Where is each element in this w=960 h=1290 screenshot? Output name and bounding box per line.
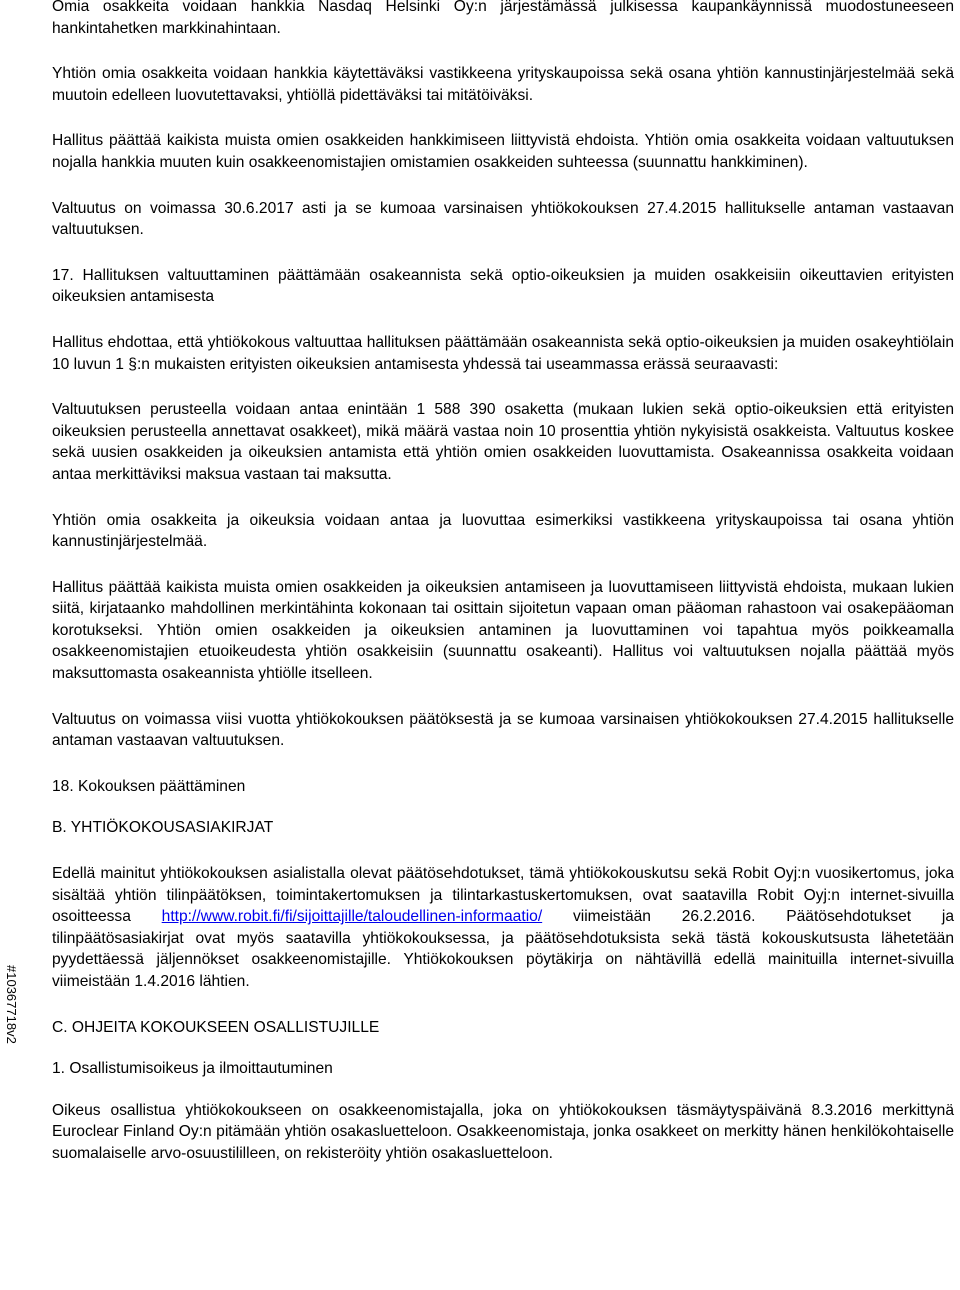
paragraph-share-purpose: Yhtiön omia osakkeita voidaan hankkia käytettäväksi vastikkeena yrityskaupoissa sekä osana yhtiön kannustinjärjestelmää sekä muutoin edelleen luovutettavaksi, yhtiöllä pidettäväksi tai mitätöiväksi. xyxy=(52,65,954,104)
document-page xyxy=(52,0,954,1189)
paragraph-participation-right: Oikeus osallistua yhtiökokoukseen on osakkeenomistajalla, joka on yhtiökokouksen täsmäytyspäivänä 8.3.2016 merkittynä Euroclear Finland Oy:n pitämään yhtiön osakasluetteloon. Osakkeenomistaja, jonka osakkeet on merkitty hänen henkilökohtaiselle suomalaiselle arvo-osuustililleen, on rekisteröity yhtiön osakasluetteloon. xyxy=(52,1101,954,1162)
investor-info-link[interactable]: http://www.robit.fi/fi/sijoittajille/taloudellinen-informaatio/ xyxy=(161,908,543,926)
paragraph-share-purchase-price: Omia osakkeita voidaan hankkia Nasdaq Helsinki Oy:n järjestämässä julkisessa kaupankäynnissä muodostuneeseen hankintahetken markkinahintaan. xyxy=(52,0,954,37)
paragraph-share-issue-amount: Valtuutuksen perusteella voidaan antaa enintään 1 588 390 osaketta (mukaan lukien sekä optio-oikeuksien että erityisten oikeuksien perusteella annettavat osakkeet), mikä määrä vastaa noin 10 prosenttia yhtiön nykyisistä osakkeista. Valtuutus koskee sekä uusien osakkeiden ja oikeuksien antamista että yhtiön omien osakkeiden luovuttamista. Osakeannissa osakkeita voidaan antaa merkittäviksi maksua vastaan tai maksutta. xyxy=(52,401,954,483)
section-heading-b: B. YHTIÖKOKOUSASIAKIRJAT xyxy=(52,819,274,837)
paragraph-issue-validity: Valtuutus on voimassa viisi vuotta yhtiökokouksen päätöksestä ja se kumoaa varsinaisen yhtiökokouksen 27.4.2015 hallitukselle antaman vastaavan valtuutuksen. xyxy=(52,710,954,750)
paragraph-authorization-validity: Valtuutus on voimassa 30.6.2017 asti ja se kumoaa varsinaisen yhtiökokouksen 27.4.2015 hallitukselle antaman vastaavan valtuutuksen. xyxy=(52,199,954,239)
section-heading-17: 17. Hallituksen valtuuttaminen päättämään osakeannista sekä optio-oikeuksien ja muiden osakkeisiin oikeuttavien erityisten oikeuksien antamisesta xyxy=(52,266,954,306)
document-id-margin xyxy=(0,0,22,1290)
paragraph-board-terms: Hallitus päättää kaikista muista omien osakkeiden hankkimiseen liittyvistä ehdoista. Yhtiön omia osakkeita voidaan valtuutuksen nojalla hankkia muuten kuin osakkeenomistajien omistamien osakkeiden suhteessa (suunnattu hankkiminen). xyxy=(52,132,954,171)
section-heading-18: 18. Kokouksen päättäminen xyxy=(52,777,246,795)
subsection-heading-1: 1. Osallistumisoikeus ja ilmoittautuminen xyxy=(52,1060,333,1078)
documents-text-before-link: Edellä mainitut yhtiökokouksen asialistalla olevat päätösehdotukset, tämä yhtiökokouskutsu sekä Robit Oyj:n vuosikertomus, joka sisältää yhtiön tilinpäätöksen, toimintakertomuksen ja tilintarkastuskertomuksen, ovat saatavilla Robit Oyj:n internet-sivuilla osoitteessa xyxy=(52,865,954,926)
paragraph-share-use: Yhtiön omia osakkeita ja oikeuksia voidaan antaa ja luovuttaa esimerkiksi vastikkeena yrityskaupoissa tai osana yhtiön kannustinjärjestelmää. xyxy=(52,511,954,551)
document-id-label: #10367718v2 xyxy=(4,965,19,1044)
documents-text-after-link: viimeistään 26.2.2016. Päätösehdotukset ja tilinpäätösasiakirjat ovat myös saatavilla yhtiökokouksessa, ja päätösehdotuksista sekä tästä kokouskutsusta lähetetään pyydettäessä jäljennökset osakkeenomistajille. Yhtiökokouksen pöytäkirja on nähtävillä edellä mainituilla internet-sivuilla viimeistään 1.4.2016 lähtien. xyxy=(52,908,954,990)
section-heading-c: C. OHJEITA KOKOUKSEEN OSALLISTUJILLE xyxy=(52,1018,380,1036)
paragraph-board-proposal: Hallitus ehdottaa, että yhtiökokous valtuuttaa hallituksen päättämään osakeannista sekä optio-oikeuksien ja muiden osakeyhtiölain 10 luvun 1 §:n mukaisten erityisten oikeuksien antamisesta yhdessä tai useammassa erässä seuraavasti: xyxy=(52,333,954,373)
paragraph-meeting-documents xyxy=(52,863,954,993)
paragraph-board-issue-terms: Hallitus päättää kaikista muista omien osakkeiden ja oikeuksien antamiseen ja luovuttamiseen liittyvistä ehdoista, mukaan lukien siitä, kirjataanko mahdollinen merkintähinta kokonaan tai osittain sijoitetun vapaan oman pääoman rahastoon vai osakepääoman korotukseksi. Yhtiön omien osakkeiden ja oikeuksien antaminen ja luovuttaminen voi tapahtua myös poikkeamalla osakkeenomistajien etuoikeudesta yhtiön osakkeisiin (suunnattu osakeanti). Hallitus voi valtuutuksen nojalla päättää myös maksuttomasta osakeannista yhtiölle itselleen. xyxy=(52,578,954,683)
